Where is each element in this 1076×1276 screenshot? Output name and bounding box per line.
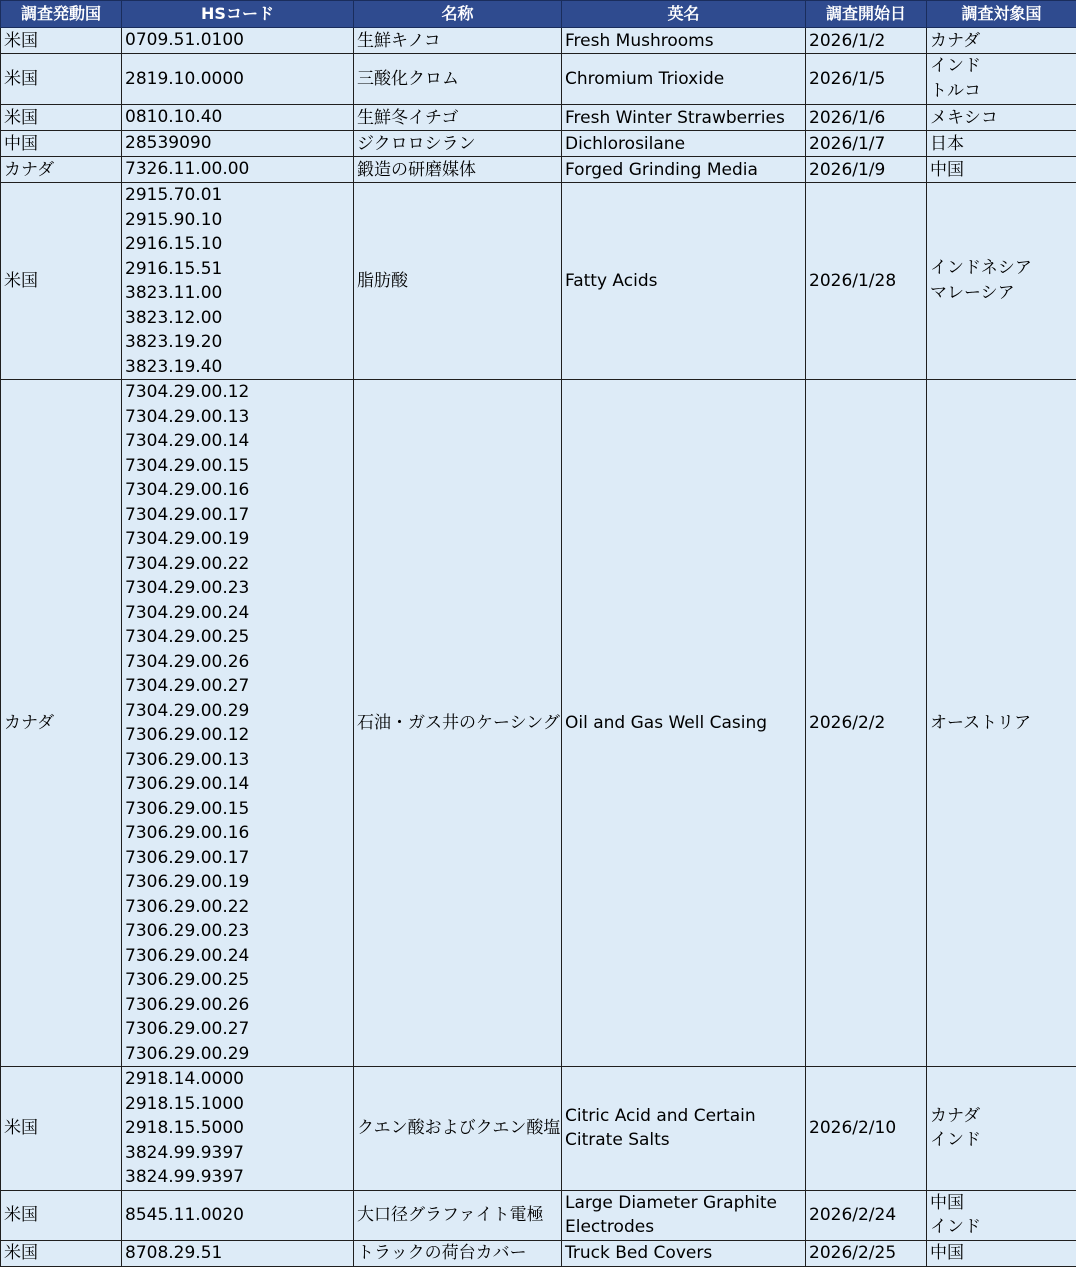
cell-start-date: 2026/1/6 [806, 105, 927, 131]
cell-initiating-country: カナダ [1, 157, 122, 183]
cell-initiating-country: 米国 [1, 105, 122, 131]
hs-code: 2918.14.0000 [125, 1069, 244, 1089]
cell-name-en [562, 183, 806, 380]
cell-name-en [562, 131, 806, 157]
cell-hs-codes [122, 28, 354, 54]
hs-code: 7304.29.00.25 [125, 627, 250, 647]
hs-code: 7306.29.00.26 [125, 994, 250, 1015]
hs-code: 2915.70.01 [125, 185, 223, 205]
table-body [1, 28, 1076, 1267]
cell-target-countries [927, 28, 1076, 54]
cell-start-date: 2026/1/5 [806, 54, 927, 105]
hs-code: 7304.29.00.14 [125, 431, 250, 451]
header-hs-code: HSコード [122, 1, 354, 28]
table-row [1, 157, 1076, 183]
hs-code: 7306.29.00.16 [125, 823, 250, 843]
table-row [1, 28, 1076, 54]
hs-code: 7304.29.00.12 [125, 382, 250, 402]
hs-code: 28539090 [125, 133, 212, 154]
header-initiating-country: 調査発動国 [1, 1, 122, 28]
target-country: トルコ [930, 81, 981, 101]
target-country: 日本 [930, 133, 964, 154]
hs-code: 2915.90.10 [125, 209, 223, 230]
cell-name-ja: ジクロロシラン [354, 131, 562, 157]
hs-code: 3824.99.9397 [125, 1142, 244, 1163]
header-name-en: 英名 [562, 1, 806, 28]
table-row [1, 131, 1076, 157]
table-row [1, 105, 1076, 131]
hs-code: 3823.19.20 [125, 332, 223, 352]
cell-target-countries [927, 183, 1076, 380]
cell-name-en [562, 157, 806, 183]
hs-code: 7304.29.00.13 [125, 406, 250, 427]
name-en-line: Fatty Acids [565, 270, 658, 291]
hs-code: 7306.29.00.29 [125, 1043, 250, 1064]
cell-name-ja: 生鮮キノコ [354, 28, 562, 54]
target-country: インド [930, 56, 981, 77]
cell-name-en [562, 1067, 806, 1191]
target-country: オーストリア [930, 712, 1032, 733]
name-en-line: Citric Acid and Certain [565, 1105, 756, 1126]
header-target-country: 調査対象国 [927, 1, 1076, 28]
name-en-line: Chromium Trioxide [565, 68, 725, 89]
cell-name-ja: 大口径グラファイト電極 [354, 1190, 562, 1240]
hs-code: 7306.29.00.24 [125, 945, 250, 966]
cell-name-ja: トラックの荷台カバー [354, 1240, 562, 1266]
cell-start-date: 2026/2/24 [806, 1190, 927, 1240]
cell-start-date: 2026/1/7 [806, 131, 927, 157]
hs-code: 7306.29.00.19 [125, 872, 250, 892]
hs-code: 2916.15.51 [125, 258, 223, 279]
table-row [1, 380, 1076, 1067]
hs-code: 3823.12.00 [125, 307, 223, 328]
cell-target-countries [927, 54, 1076, 105]
target-country: カナダ [930, 1105, 981, 1126]
hs-code: 7304.29.00.16 [125, 480, 250, 500]
hs-code: 0709.51.0100 [125, 30, 244, 51]
hs-code: 7304.29.00.24 [125, 602, 250, 623]
name-en-line: Fresh Winter Strawberries [565, 107, 785, 128]
name-en-line: Truck Bed Covers [565, 1243, 713, 1264]
cell-start-date: 2026/2/2 [806, 380, 927, 1067]
cell-name-en [562, 380, 806, 1067]
table-row [1, 1240, 1076, 1266]
hs-code: 7304.29.00.17 [125, 504, 250, 525]
cell-hs-codes [122, 157, 354, 183]
target-country: カナダ [930, 30, 981, 51]
cell-hs-codes [122, 131, 354, 157]
cell-target-countries [927, 1240, 1076, 1266]
cell-start-date: 2026/2/25 [806, 1240, 927, 1266]
cell-hs-codes [122, 1067, 354, 1191]
hs-code: 2918.15.5000 [125, 1118, 244, 1138]
hs-code: 7304.29.00.29 [125, 700, 250, 721]
hs-code: 7304.29.00.23 [125, 578, 250, 598]
hs-code: 7306.29.00.14 [125, 774, 250, 794]
cell-target-countries [927, 380, 1076, 1067]
cell-initiating-country: 米国 [1, 28, 122, 54]
cell-target-countries [927, 157, 1076, 183]
cell-name-ja: クエン酸およびクエン酸塩 [354, 1067, 562, 1191]
cell-name-en [562, 1190, 806, 1240]
name-en-line: Electrodes [565, 1217, 655, 1238]
cell-start-date: 2026/1/2 [806, 28, 927, 54]
cell-target-countries [927, 1190, 1076, 1240]
hs-code: 2918.15.1000 [125, 1093, 244, 1114]
cell-name-ja: 鍛造の研磨媒体 [354, 157, 562, 183]
table-row [1, 183, 1076, 380]
cell-name-en [562, 54, 806, 105]
hs-code: 8708.29.51 [125, 1243, 223, 1264]
cell-start-date: 2026/2/10 [806, 1067, 927, 1191]
table-row [1, 54, 1076, 105]
hs-code: 7306.29.00.15 [125, 798, 250, 819]
name-en-line: Citrate Salts [565, 1130, 670, 1151]
hs-code: 3823.11.00 [125, 283, 223, 303]
cell-name-en [562, 1240, 806, 1266]
target-country: 中国 [930, 1243, 964, 1264]
cell-target-countries [927, 105, 1076, 131]
cell-initiating-country: 米国 [1, 183, 122, 380]
cell-name-en [562, 105, 806, 131]
hs-code: 7306.29.00.23 [125, 921, 250, 941]
target-country: インドネシア [930, 258, 1032, 279]
table-row [1, 1190, 1076, 1240]
cell-hs-codes [122, 1190, 354, 1240]
cell-hs-codes [122, 105, 354, 131]
cell-start-date: 2026/1/28 [806, 183, 927, 380]
hs-code: 7304.29.00.26 [125, 651, 250, 672]
target-country: 中国 [930, 159, 964, 180]
cell-hs-codes [122, 380, 354, 1067]
hs-code: 7304.29.00.27 [125, 676, 250, 696]
hs-code: 3824.99.9397 [125, 1167, 244, 1187]
cell-name-ja: 石油・ガス井のケーシング [354, 380, 562, 1067]
target-country: インド [930, 1130, 981, 1151]
name-en-line: Oil and Gas Well Casing [565, 712, 768, 733]
hs-code: 7306.29.00.22 [125, 896, 250, 917]
name-en-line: Dichlorosilane [565, 133, 686, 154]
header-name-ja: 名称 [354, 1, 562, 28]
target-country: マレーシア [930, 283, 1015, 303]
cell-hs-codes [122, 54, 354, 105]
cell-initiating-country: 米国 [1, 54, 122, 105]
cell-target-countries [927, 1067, 1076, 1191]
cell-initiating-country: 米国 [1, 1190, 122, 1240]
hs-code: 7306.29.00.25 [125, 970, 250, 990]
hs-code: 8545.11.0020 [125, 1204, 244, 1225]
cell-name-ja: 脂肪酸 [354, 183, 562, 380]
target-country: 中国 [930, 1192, 964, 1213]
hs-code: 2916.15.10 [125, 234, 223, 254]
cell-initiating-country: 米国 [1, 1240, 122, 1266]
hs-code: 7304.29.00.19 [125, 529, 250, 549]
target-country: インド [930, 1217, 981, 1238]
hs-code: 0810.10.40 [125, 107, 223, 128]
hs-code: 7304.29.00.15 [125, 455, 250, 476]
target-country: メキシコ [930, 107, 998, 128]
cell-hs-codes [122, 183, 354, 380]
hs-code: 2819.10.0000 [125, 68, 244, 89]
cell-start-date: 2026/1/9 [806, 157, 927, 183]
cell-hs-codes [122, 1240, 354, 1266]
name-en-line: Forged Grinding Media [565, 159, 758, 180]
name-en-line: Fresh Mushrooms [565, 30, 714, 51]
hs-code: 7304.29.00.22 [125, 553, 250, 574]
cell-name-ja: 生鮮冬イチゴ [354, 105, 562, 131]
header-row [1, 1, 1076, 28]
cell-initiating-country: カナダ [1, 380, 122, 1067]
hs-code: 7326.11.00.00 [125, 159, 250, 180]
table-header [1, 1, 1076, 28]
hs-code: 7306.29.00.27 [125, 1019, 250, 1039]
table-row [1, 1067, 1076, 1191]
hs-code: 3823.19.40 [125, 356, 223, 377]
name-en-line: Large Diameter Graphite [565, 1192, 777, 1213]
cell-target-countries [927, 131, 1076, 157]
cell-initiating-country: 米国 [1, 1067, 122, 1191]
header-start-date: 調査開始日 [806, 1, 927, 28]
cell-name-ja: 三酸化クロム [354, 54, 562, 105]
hs-code: 7306.29.00.13 [125, 749, 250, 770]
hs-code: 7306.29.00.17 [125, 847, 250, 868]
hs-code: 7306.29.00.12 [125, 725, 250, 745]
cell-name-en [562, 28, 806, 54]
cell-initiating-country: 中国 [1, 131, 122, 157]
